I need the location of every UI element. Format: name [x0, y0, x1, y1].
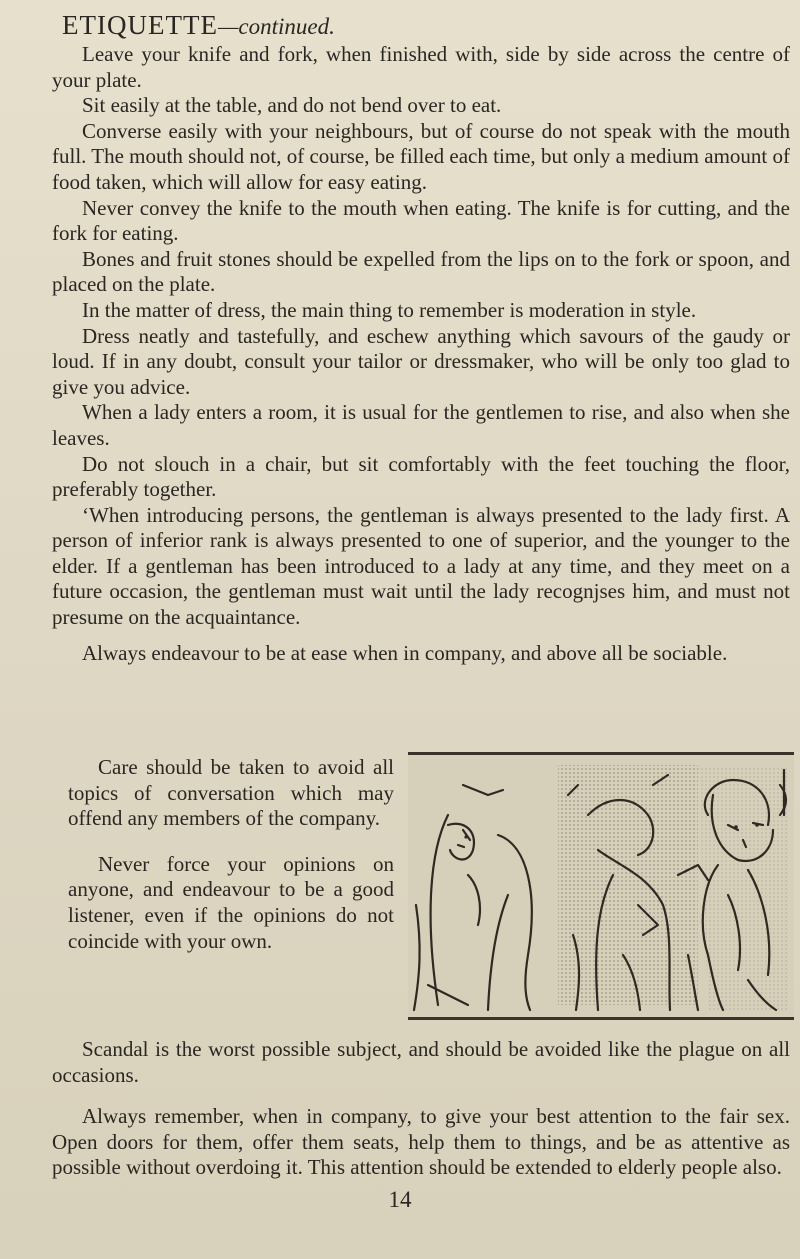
heading-continued: —continued. — [217, 14, 335, 39]
paragraph: Sit easily at the table, and do not bend over to eat. — [82, 93, 502, 118]
paragraph: Leave your knife and fork, when finished with, side by side across the centre of your plate. — [52, 42, 790, 92]
paragraph: Dress neatly and tastefully, and eschew anything which savours of the gaudy or loud. If in any doubt, consult your tailor or dressmaker, who will be only too glad to give you advice. — [52, 323, 790, 399]
paragraph: In the matter of dress, the main thing to remember is moderation in style. — [82, 297, 697, 322]
couple-drawing-icon — [408, 755, 794, 1017]
paragraph: Care should be taken to avoid all topics of conversation which may offend any members of the company. — [68, 755, 394, 831]
paragraph: ‘When introducing persons, the gentleman is always presented to the lady first. A person of inferior rank is always presented to one of superior, and the younger to the elder. If a gentleman has been introduced to a lady at any time, and they meet on a future occasion, the gentleman must wait until the lady recognjses him, and must not presume on the acquaintance. — [52, 502, 790, 630]
body-text-bottom — [52, 1037, 790, 1181]
body-text-beside-illustration — [68, 755, 394, 954]
page-number: 14 — [388, 1187, 412, 1212]
paragraph: Scandal is the worst possible subject, and should be avoided like the plague on all occasions. — [52, 1037, 790, 1087]
paragraph: Never force your opinions on anyone, and endeavour to be a good listener, even if the opinions do not coincide with your own. — [68, 851, 394, 953]
body-text-top — [52, 42, 790, 666]
paragraph: When a lady enters a room, it is usual for the gentlemen to rise, and also when she leaves. — [52, 400, 790, 450]
conversation-illustration — [408, 752, 794, 1020]
paragraph: Always remember, when in company, to give your best attention to the fair sex. Open doors for them, offer them seats, help them to things, and be as attentive as possible without overdoing it. This attention should be extended to elderly people also. — [52, 1104, 790, 1180]
paragraph: Do not slouch in a chair, but sit comfortably with the feet touching the floor, preferably together. — [52, 451, 790, 502]
paragraph: Always endeavour to be at ease when in company, and above all be sociable. — [82, 640, 728, 665]
page-heading — [62, 10, 335, 41]
heading-title: ETIQUETTE — [62, 10, 218, 40]
paragraph: Converse easily with your neighbours, but of course do not speak with the mouth full. The mouth should not, of course, be filled each time, but only a medium amount of food taken, which will allow for easy eating. — [52, 118, 790, 194]
paragraph: Never convey the knife to the mouth when eating. The knife is for cutting, and the fork for eating. — [52, 195, 790, 246]
paragraph: Bones and fruit stones should be expelled from the lips on to the fork or spoon, and placed on the plate. — [52, 246, 790, 297]
